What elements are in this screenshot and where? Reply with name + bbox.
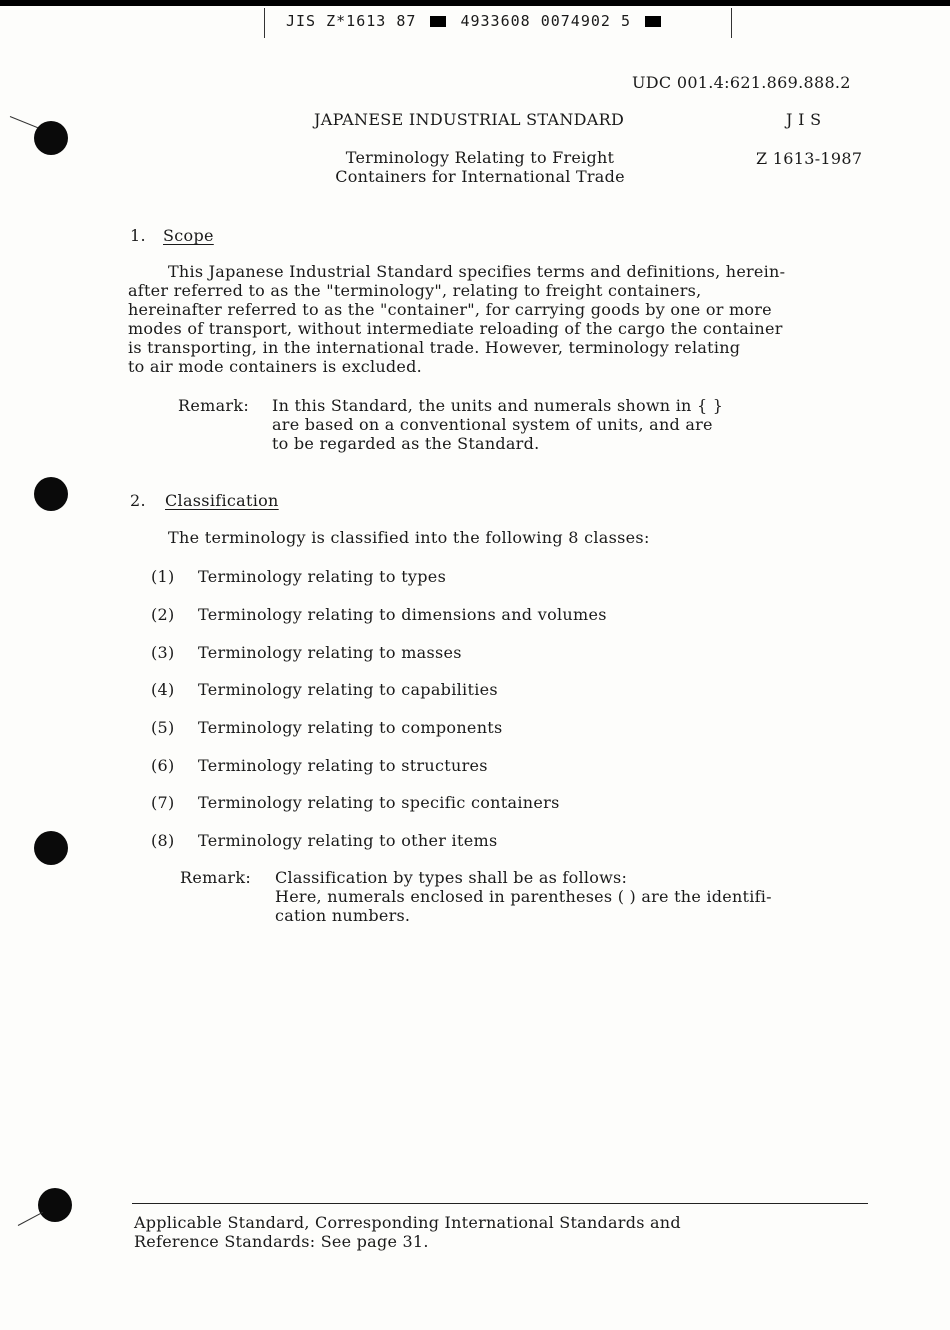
paragraph-line: modes of transport, without intermediate reloading of the cargo the container xyxy=(128,319,783,338)
title-line: Terminology Relating to Freight xyxy=(345,148,615,167)
footer-note xyxy=(134,1213,681,1251)
header-code-part1: JIS Z*1613 87 xyxy=(286,12,417,30)
footer-line: Reference Standards: See page 31. xyxy=(134,1232,429,1251)
section1-paragraph xyxy=(128,262,785,376)
document-title xyxy=(300,148,660,186)
class-number: (7) xyxy=(151,793,175,812)
class-item: Terminology relating to structures xyxy=(198,756,488,775)
section2-number: 2. xyxy=(130,491,146,510)
remark-line: In this Standard, the units and numerals shown in { } xyxy=(272,396,724,415)
title-line: Containers for International Trade xyxy=(335,167,625,186)
class-number: (3) xyxy=(151,643,175,662)
class-item: Terminology relating to other items xyxy=(198,831,498,850)
barcode-block-icon xyxy=(430,16,446,27)
remark-line: Here, numerals enclosed in parentheses ( ) are the identifi- xyxy=(275,887,772,906)
paragraph-line: after referred to as the "terminology", relating to freight containers, xyxy=(128,281,702,300)
punch-hole-icon xyxy=(34,477,68,511)
section2-remark-label: Remark: xyxy=(180,868,252,887)
class-item: Terminology relating to masses xyxy=(198,643,462,662)
section1-remark-label: Remark: xyxy=(178,396,250,415)
punch-hole-icon xyxy=(34,831,68,865)
class-item: Terminology relating to specific containers xyxy=(198,793,560,812)
class-number: (2) xyxy=(151,605,175,624)
section1-remark xyxy=(272,396,723,453)
paragraph-line: This Japanese Industrial Standard specifies terms and definitions, herein- xyxy=(168,262,786,281)
paragraph-line: to air mode containers is excluded. xyxy=(128,357,422,376)
class-item: Terminology relating to components xyxy=(198,718,503,737)
standard-type: JAPANESE INDUSTRIAL STANDARD xyxy=(314,110,625,129)
scan-mark xyxy=(18,1212,43,1226)
footer-line: Applicable Standard, Corresponding International Standards and xyxy=(134,1213,681,1232)
punch-hole-icon xyxy=(38,1188,72,1222)
paragraph-line: is transporting, in the international trade. However, terminology relating xyxy=(128,338,741,357)
udc-number: UDC 001.4:621.869.888.2 xyxy=(632,73,851,92)
section2-heading: Classification xyxy=(165,491,279,510)
document-header-code xyxy=(286,12,665,30)
class-item: Terminology relating to capabilities xyxy=(198,680,498,699)
class-item: Terminology relating to types xyxy=(198,567,447,586)
punch-hole-icon xyxy=(34,121,68,155)
section1-number: 1. xyxy=(130,226,146,245)
standard-number: Z 1613-1987 xyxy=(756,149,863,168)
footer-divider xyxy=(132,1203,868,1204)
class-item: Terminology relating to dimensions and volumes xyxy=(198,605,607,624)
remark-line: to be regarded as the Standard. xyxy=(272,434,540,453)
section2-remark xyxy=(275,868,772,925)
section2-intro: The terminology is classified into the following 8 classes: xyxy=(168,528,650,547)
barcode-block-icon xyxy=(645,16,661,27)
paragraph-line: hereinafter referred to as the "container", for carrying goods by one or more xyxy=(128,300,772,319)
class-number: (5) xyxy=(151,718,175,737)
scan-top-edge xyxy=(0,0,950,6)
header-code-part2: 4933608 0074902 5 xyxy=(460,12,631,30)
section1-heading: Scope xyxy=(163,226,214,245)
class-number: (8) xyxy=(151,831,175,850)
jis-label: J I S xyxy=(786,110,822,129)
remark-line: cation numbers. xyxy=(275,906,411,925)
class-number: (6) xyxy=(151,756,175,775)
remark-line: are based on a conventional system of units, and are xyxy=(272,415,713,434)
scan-mark xyxy=(10,116,38,128)
class-number: (4) xyxy=(151,680,175,699)
class-number: (1) xyxy=(151,567,175,586)
remark-line: Classification by types shall be as follows: xyxy=(275,868,628,887)
